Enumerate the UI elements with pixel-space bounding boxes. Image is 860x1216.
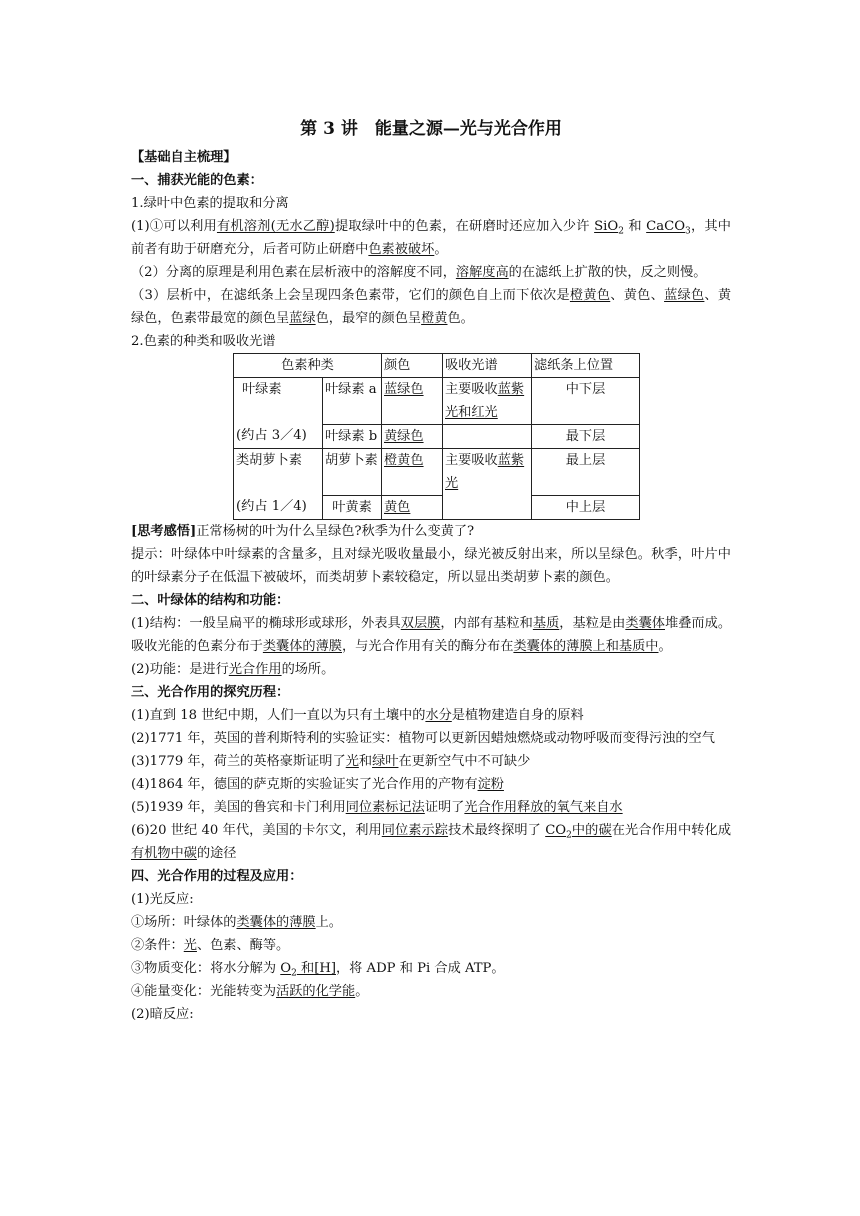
page-title: 第 3 讲 能量之源—光与光合作用 — [300, 119, 562, 139]
document-page — [131, 118, 731, 1026]
light-reaction-energy: ④能量变化：光能转变为活跃的化学能。 — [131, 984, 369, 999]
table-cell: 叶绿素 a — [323, 378, 382, 425]
header-cell: 吸收光谱 — [443, 354, 532, 378]
table-row — [234, 378, 640, 425]
paragraph-extraction: (1)①可以利用有机溶剂(无水乙醇)提取绿叶中的色素，在研磨时还应加入少许 SiO$_2$ 和 CaCO$_3$，其中前者有助于研磨充分，后者可防止研磨中色素被破坏。 — [131, 219, 731, 257]
table-cell: 最上层 — [532, 449, 640, 496]
light-reaction-material: ③物质变化：将水分解为 $O_2$ 和[H]，将 ADP 和 Pi 合成 ATP。 — [131, 961, 505, 979]
paragraph-structure: (1)结构：一般呈扁平的椭球形或球形，外表具双层膜，内部有基粒和基质，基粒是由类囊体堆叠而成。吸收光能的色素分布于类囊体的薄膜，与光合作用有关的酶分布在类囊体的薄膜上和基质中。 — [131, 616, 732, 654]
table-header-row — [234, 354, 640, 378]
pigment-table — [233, 353, 640, 520]
header-cell: 滤纸条上位置 — [532, 354, 640, 378]
table-row — [234, 449, 640, 496]
table-cell: 叶黄素 — [323, 496, 382, 520]
subheading-extraction: 1.绿叶中色素的提取和分离 — [131, 196, 289, 211]
paragraph-function: (2)功能：是进行光合作用的场所。 — [131, 662, 335, 677]
heading-history: 三、光合作用的探究历程： — [131, 685, 290, 700]
table-cell: 胡萝卜素 — [323, 449, 382, 496]
table-cell: 最下层 — [532, 425, 640, 449]
history-item: (1)直到 18 世纪中期，人们一直以为只有土壤中的水分是植物建造自身的原料 — [131, 708, 584, 723]
table-cell: 主要吸收蓝紫光和红光 — [443, 378, 532, 425]
table-cell: 中下层 — [532, 378, 640, 425]
history-item: (4)1864 年，德国的萨克斯的实验证实了光合作用的产物有淀粉 — [131, 777, 504, 792]
paragraph-separation: （2）分离的原理是利用色素在层析液中的溶解度不同，溶解度高的在滤纸上扩散的快，反之则慢。 — [131, 265, 707, 280]
header-cell: 色素种类 — [234, 354, 382, 378]
table-cell: 橙黄色 — [382, 449, 443, 496]
hint-paragraph: 提示：叶绿体中叶绿素的含量多，且对绿光吸收量最小，绿光被反射出来，所以呈绿色。秋季，叶片中的叶绿素分子在低温下被破坏，而类胡萝卜素较稳定，所以显出类胡萝卜素的颜色。 — [131, 547, 731, 585]
paragraph-chromatography: （3）层析中，在滤纸条上会呈现四条色素带，它们的颜色自上而下依次是橙黄色、黄色、蓝绿色、黄绿色，色素带最宽的颜色呈蓝绿色，最窄的颜色呈橙黄色。 — [131, 288, 732, 326]
table-cell — [443, 425, 532, 449]
table-cell: 叶绿素 b — [323, 425, 382, 449]
section-basic-review: 【基础自主梳理】 — [131, 150, 237, 165]
heading-chloroplast: 二、叶绿体的结构和功能： — [131, 593, 290, 608]
think-question: [思考感悟]正常杨树的叶为什么呈绿色?秋季为什么变黄了? — [131, 524, 475, 539]
table-cell: 类胡萝卜素 (约占 1／4) — [234, 449, 323, 520]
history-item: (3)1779 年，荷兰的英格豪斯证明了光和绿叶在更新空气中不可缺少 — [131, 754, 531, 769]
light-reaction-label: (1)光反应: — [131, 892, 194, 907]
light-reaction-conditions: ②条件：光、色素、酶等。 — [131, 938, 290, 953]
table-cell: 蓝绿色 — [382, 378, 443, 425]
table-cell: 黄绿色 — [382, 425, 443, 449]
heading-process: 四、光合作用的过程及应用： — [131, 869, 303, 884]
heading-pigments: 一、捕获光能的色素： — [131, 173, 263, 188]
history-item: (2)1771 年，英国的普利斯特利的实验证实：植物可以更新因蜡烛燃烧或动物呼吸而变得污浊的空气 — [131, 731, 715, 746]
table-cell: 中上层 — [532, 496, 640, 520]
history-item: (5)1939 年，美国的鲁宾和卡门利用同位素标记法证明了光合作用释放的氧气来自水 — [131, 800, 623, 815]
history-item: (6)20 世纪 40 年代，美国的卡尔文，利用同位素示踪技术最终探明了 $CO_2$中的碳在光合作用中转化成有机物中碳的途径 — [131, 823, 732, 861]
light-reaction-site: ①场所：叶绿体的类囊体的薄膜上。 — [131, 915, 342, 930]
table-cell: 黄色 — [382, 496, 443, 520]
dark-reaction-label: (2)暗反应: — [131, 1007, 194, 1022]
header-cell: 颜色 — [382, 354, 443, 378]
table-cell: 主要吸收蓝紫光 — [443, 449, 532, 520]
subheading-spectrum: 2.色素的种类和吸收光谱 — [131, 334, 276, 349]
table-cell: 叶绿素 (约占 3／4) — [234, 378, 323, 449]
